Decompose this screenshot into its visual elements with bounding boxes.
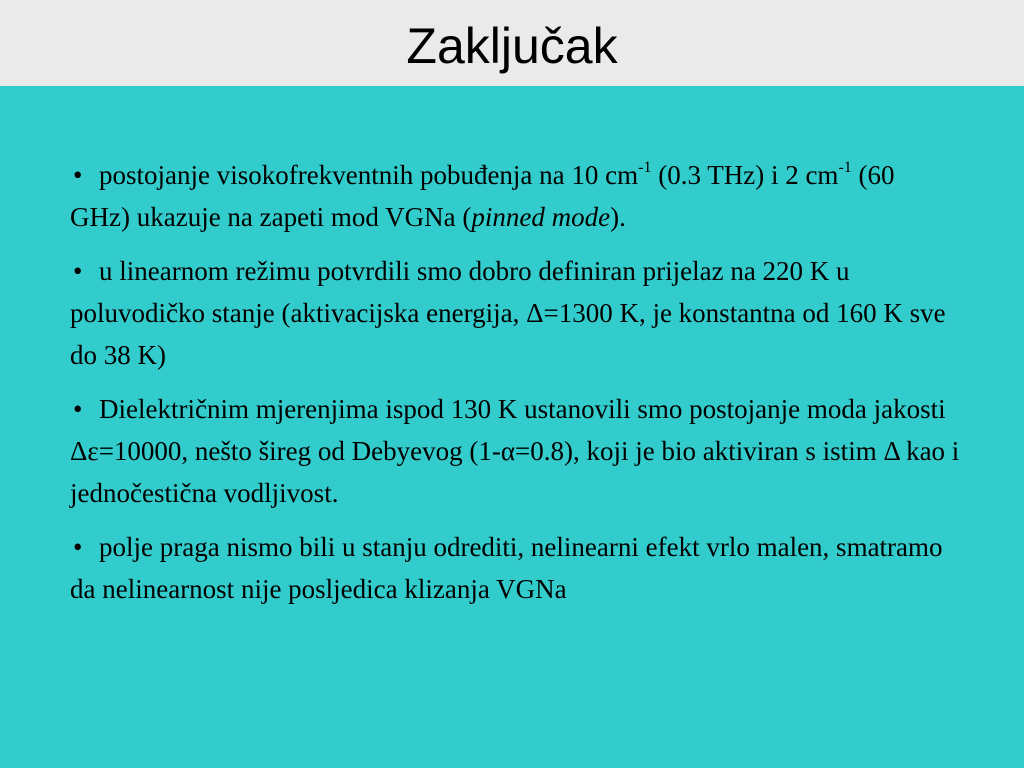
bullet-marker: • (73, 160, 83, 190)
bullet-item-3 (70, 388, 960, 514)
bullet-marker: • (73, 256, 83, 286)
bullet-1-text-d: ). (610, 202, 626, 232)
bullet-1-text-c: (60 GHz) ukazuje na zapeti mod VGNa ( (70, 160, 895, 232)
bullet-1-text-a: postojanje visokofrekventnih pobuđenja na 10 cm (99, 160, 639, 190)
bullet-1-superscript-b: -1 (838, 159, 852, 176)
bullet-3-text: Dielektričnim mjerenjima ispod 130 K ustanovili smo postojanje moda jakosti Δε=10000, nešto šireg od Debyevog (1-α=0.8), koji je bio aktiviran s istim Δ kao i jednočestična vodljivost. (70, 394, 960, 508)
bullet-item-2 (70, 250, 960, 376)
bullet-item-1 (70, 154, 960, 238)
bullet-1-superscript-a: -1 (638, 159, 652, 176)
bullet-1-italic: pinned mode (471, 202, 611, 232)
bullet-2-text: u linearnom režimu potvrdili smo dobro definiran prijelaz na 220 K u poluvodičko stanje (aktivacijska energija, Δ=1300 K, je konstantna od 160 K sve do 38 K) (70, 256, 946, 370)
bullet-list (70, 154, 960, 622)
bullet-4-text: polje praga nismo bili u stanju odrediti, nelinearni efekt vrlo malen, smatramo da nelinearnost nije posljedica klizanja VGNa (70, 532, 943, 604)
slide-title: Zaključak (406, 18, 618, 74)
bullet-marker: • (73, 532, 83, 562)
bullet-marker: • (73, 394, 83, 424)
bullet-item-4 (70, 526, 960, 610)
bullet-1-text-b: (0.3 THz) i 2 cm (651, 160, 839, 190)
